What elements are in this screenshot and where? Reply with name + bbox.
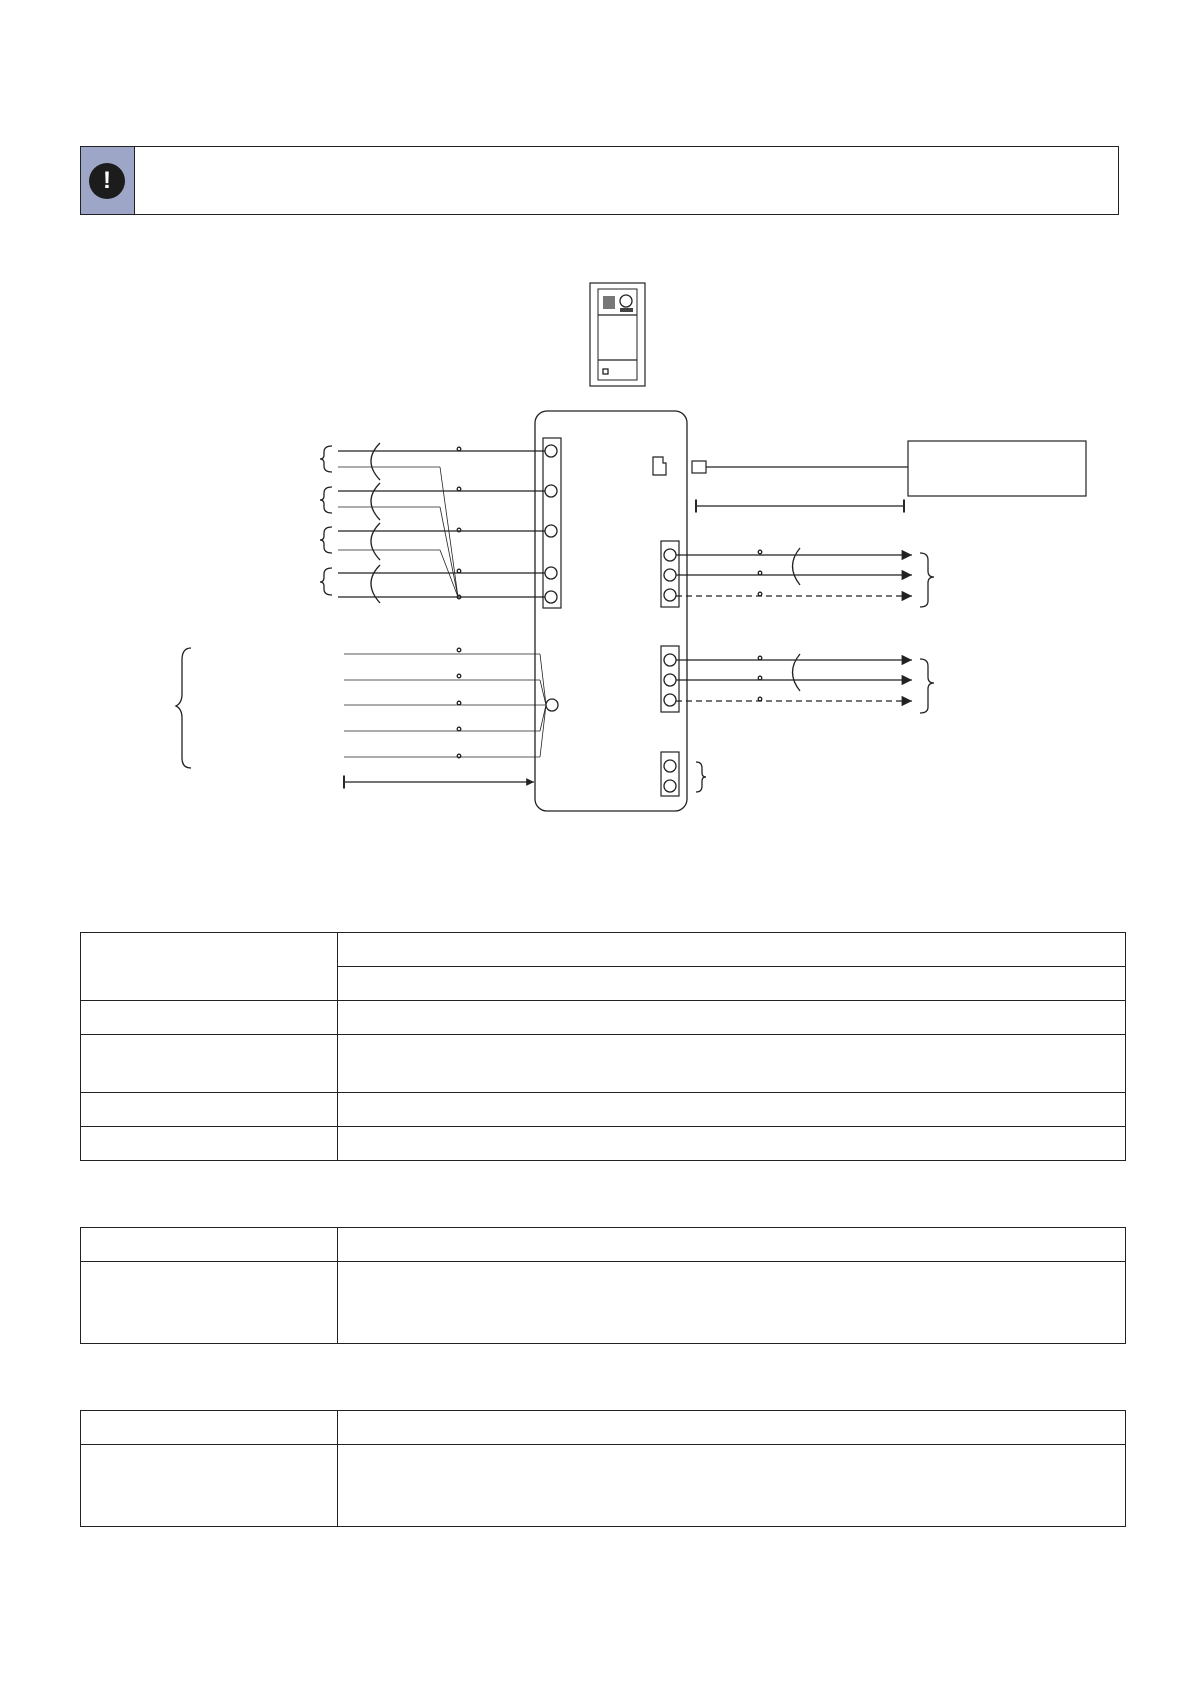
left-fanin-wires [176, 648, 546, 782]
table3-value-0 [338, 1411, 1126, 1445]
table1-label-2 [81, 1035, 338, 1093]
table1-value-0a [338, 933, 1126, 967]
table1-value-3 [338, 1093, 1126, 1127]
door-station-device [590, 283, 645, 386]
table2-value-0 [338, 1228, 1126, 1262]
table1-label-3 [81, 1093, 338, 1127]
spec-table-2 [80, 1227, 1126, 1344]
table1-value-1 [338, 1001, 1126, 1035]
table1-value-2 [338, 1035, 1126, 1093]
caution-notice [80, 146, 1119, 215]
wiring-diagram [0, 270, 1191, 830]
table3-label-1 [81, 1445, 338, 1527]
table1-value-4 [338, 1127, 1126, 1161]
control-unit [535, 411, 687, 811]
spec-table-3 [80, 1410, 1126, 1527]
table1-label-0 [81, 933, 338, 1001]
right-output-wires [676, 548, 934, 792]
left-input-wires [320, 443, 545, 603]
table2-label-1 [81, 1262, 338, 1344]
spec-table-1 [80, 932, 1126, 1161]
exclamation-icon: ! [89, 163, 125, 199]
table1-value-0b [338, 967, 1126, 1001]
notice-sidebar [81, 147, 135, 214]
table1-label-1 [81, 1001, 338, 1035]
table3-label-0 [81, 1411, 338, 1445]
table2-value-1 [338, 1262, 1126, 1344]
table1-label-4 [81, 1127, 338, 1161]
network-cable [692, 441, 1086, 506]
table3-value-1 [338, 1445, 1126, 1527]
table2-label-0 [81, 1228, 338, 1262]
